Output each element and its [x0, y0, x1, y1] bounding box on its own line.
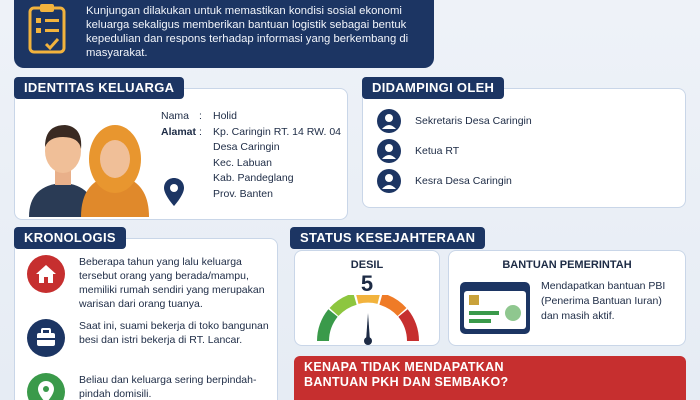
desil-card	[294, 250, 440, 346]
chronology-text: Beliau dan keluarga sering berpindah-pindah domisili.	[79, 374, 257, 400]
desil-gauge	[317, 295, 419, 345]
name-label: Nama	[161, 110, 190, 122]
accompanied-label: Ketua RT	[415, 145, 460, 157]
address-row	[161, 125, 341, 141]
id-card-icon	[459, 281, 531, 335]
accompanied-item	[377, 169, 512, 193]
location-icon	[27, 373, 65, 400]
chronology-item	[27, 319, 269, 357]
address-line-5: Prov. Banten	[213, 187, 273, 200]
address-line-4: Kab. Pandeglang	[213, 172, 294, 184]
identity-title: IDENTITAS KELUARGA	[14, 77, 184, 99]
address-line-3: Kec. Labuan	[213, 156, 272, 169]
accompanied-title: DIDAMPINGI OLEH	[362, 77, 504, 99]
government-aid-title: BANTUAN PEMERINTAH	[502, 259, 632, 271]
accompanied-label: Sekretaris Desa Caringin	[415, 115, 532, 127]
why-no-aid-line-1: KENAPA TIDAK MENDAPATKAN	[304, 360, 504, 374]
name-colon: :	[199, 110, 202, 122]
person-icon	[377, 169, 401, 193]
person-icon	[377, 139, 401, 163]
name-value: Holid	[213, 110, 237, 122]
person-icon	[377, 109, 401, 133]
name-row	[161, 109, 341, 125]
accompanied-card	[362, 88, 686, 208]
address-line-2: Desa Caringin	[213, 141, 280, 153]
briefcase-icon	[27, 319, 65, 357]
chronology-item	[27, 255, 269, 311]
government-aid-card	[448, 250, 686, 346]
why-no-aid-banner	[294, 356, 686, 400]
intro-text: Kunjungan dilakukan untuk memastikan kondisi sosial ekonomi keluarga sekaligus memberikan bantuan logistik sebagai bentuk kepedulian dan respons terhadap informasi yang berkembang di masyarakat.	[86, 5, 409, 59]
identity-card	[14, 88, 348, 220]
accompanied-label: Kesra Desa Caringin	[415, 175, 512, 187]
chronology-card	[14, 238, 278, 400]
accompanied-item	[377, 109, 532, 133]
intro-banner	[14, 0, 434, 68]
address-label: Alamat	[161, 125, 197, 138]
chronology-title: KRONOLOGIS	[14, 227, 126, 249]
desil-label: DESIL	[350, 259, 384, 271]
house-icon	[27, 255, 65, 293]
identity-details	[161, 109, 341, 202]
chronology-text: Saat ini, suami bekerja di toko bangunan besi dan istri bekerja di RT. Lancar.	[79, 320, 269, 346]
address-line-1: Kp. Caringin RT. 14 RW. 04	[213, 125, 342, 138]
chronology-text: Beberapa tahun yang lalu keluarga tersebut orang yang berada/mampu, memiliki rumah sendiri yang merupakan warisan dari orang tuanya.	[79, 256, 265, 310]
address-colon: :	[199, 125, 202, 138]
map-pin-icon	[163, 177, 185, 207]
desil-value: 5	[360, 271, 374, 296]
clipboard-icon	[26, 2, 68, 54]
government-aid-text: Mendapatkan bantuan PBI (Penerima Bantuan Iuran) dan masih aktif.	[541, 280, 666, 322]
accompanied-item	[377, 139, 459, 163]
why-no-aid-line-2: BANTUAN PKH DAN SEMBAKO?	[304, 375, 509, 389]
chronology-item	[27, 373, 269, 400]
welfare-status-title: STATUS KESEJAHTERAAN	[290, 227, 485, 249]
family-avatar-illustration	[23, 109, 151, 217]
